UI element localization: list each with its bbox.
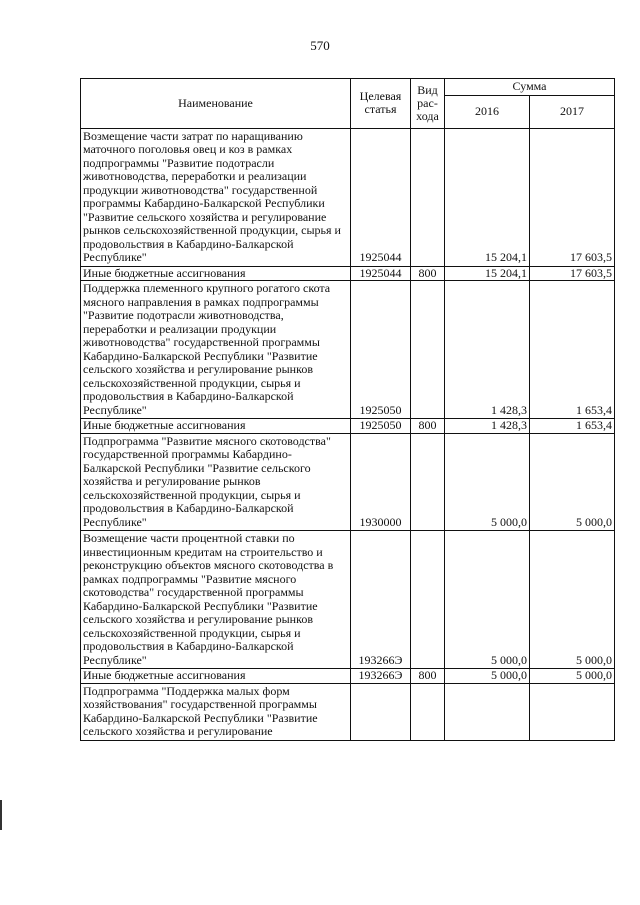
header-name: Наименование <box>81 79 351 129</box>
row-sum-2017 <box>530 683 615 740</box>
row-sum-2016: 5 000,0 <box>445 433 530 531</box>
row-type <box>411 433 445 531</box>
row-sum-2017: 17 603,5 <box>530 128 615 266</box>
row-code: 1925044 <box>351 266 411 281</box>
row-type <box>411 281 445 419</box>
row-sum-2017: 5 000,0 <box>530 531 615 669</box>
row-code: 1925050 <box>351 419 411 434</box>
row-sum-2017: 5 000,0 <box>530 669 615 684</box>
row-name: Иные бюджетные ассигнования <box>81 419 351 434</box>
row-sum-2016: 15 204,1 <box>445 266 530 281</box>
scan-margin-mark <box>0 800 2 830</box>
row-name: Подпрограмма "Поддержка малых форм хозяйствования" государственной программы Кабардино-Балкарской Республики "Развитие сельского хозяйства и регулирование <box>81 683 351 740</box>
row-name: Возмещение части процентной ставки по инвестиционным кредитам на строительство и реконструкцию объектов мясного скотоводства в рамках подпрограммы "Развитие мясного скотоводства" государственной программы Кабардино-Балкарской Республики "Развитие сельского хозяйства и регулирование рынков сельскохозяйственной продукции, сырья и продовольствия в Кабардино-Балкарской Республике" <box>81 531 351 669</box>
row-name: Возмещение части затрат по наращиванию маточного поголовья овец и коз в рамках подпрограммы "Развитие подотрасли животноводства, переработки и реализации продукции животноводства" государственной программы Кабардино-Балкарской Республики "Развитие сельского хозяйства и регулирование рынков сельскохозяйственной продукции, сырья и продовольствия в Кабардино-Балкарской Республике" <box>81 128 351 266</box>
table-row <box>81 419 615 434</box>
row-name: Подпрограмма "Развитие мясного скотоводства" государственной программы Кабардино-Балкарской Республики "Развитие сельского хозяйства и регулирование рынков сельскохозяйственной продукции, сырья и продовольствия в Кабардино-Балкарской Республике" <box>81 433 351 531</box>
row-code: 193266Э <box>351 531 411 669</box>
row-code <box>351 683 411 740</box>
table-row <box>81 266 615 281</box>
table-row <box>81 128 615 266</box>
header-year-2016: 2016 <box>445 95 530 128</box>
header-year-2017: 2017 <box>530 95 615 128</box>
row-type <box>411 683 445 740</box>
row-name: Иные бюджетные ассигнования <box>81 266 351 281</box>
page-number: 570 <box>310 38 330 53</box>
row-sum-2016: 1 428,3 <box>445 281 530 419</box>
row-sum-2017: 1 653,4 <box>530 281 615 419</box>
row-code: 1925044 <box>351 128 411 266</box>
row-type: 800 <box>411 266 445 281</box>
row-code: 1925050 <box>351 281 411 419</box>
row-sum-2016: 15 204,1 <box>445 128 530 266</box>
row-sum-2016: 5 000,0 <box>445 531 530 669</box>
table-row <box>81 531 615 669</box>
header-type: Вид рас-хода <box>411 79 445 129</box>
table-row <box>81 433 615 531</box>
row-code: 1930000 <box>351 433 411 531</box>
budget-table <box>80 78 615 741</box>
row-type <box>411 128 445 266</box>
header-row <box>81 79 615 96</box>
header-code: Целевая статья <box>351 79 411 129</box>
header-sum: Сумма <box>445 79 615 96</box>
table-row <box>81 281 615 419</box>
row-sum-2017: 1 653,4 <box>530 419 615 434</box>
row-sum-2016 <box>445 683 530 740</box>
row-sum-2017: 5 000,0 <box>530 433 615 531</box>
row-name: Поддержка племенного крупного рогатого скота мясного направления в рамках подпрограммы "Развитие подотрасли животноводства, переработки и реализации продукции животноводства" государственной программы Кабардино-Балкарской Республики "Развитие сельского хозяйства и регулирование рынков сельскохозяйственной продукции, сырья и продовольствия в Кабардино-Балкарской Республике" <box>81 281 351 419</box>
row-sum-2017: 17 603,5 <box>530 266 615 281</box>
row-type: 800 <box>411 419 445 434</box>
row-type <box>411 531 445 669</box>
table-row <box>81 669 615 684</box>
row-code: 193266Э <box>351 669 411 684</box>
row-name: Иные бюджетные ассигнования <box>81 669 351 684</box>
row-type: 800 <box>411 669 445 684</box>
row-sum-2016: 5 000,0 <box>445 669 530 684</box>
row-sum-2016: 1 428,3 <box>445 419 530 434</box>
table-row <box>81 683 615 740</box>
